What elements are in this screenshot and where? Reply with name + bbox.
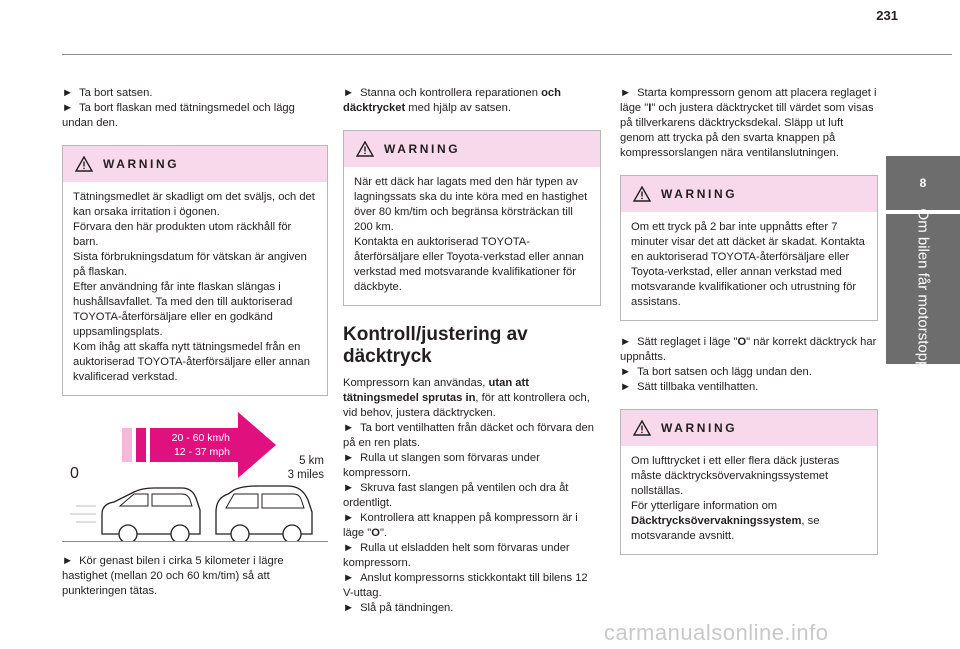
warning-header xyxy=(63,146,327,182)
step-drive: ► Kör genast bilen i cirka 5 kilometer i lägre hastighet (mellan 20 och 60 km/tim) så att punkteringen tätas. xyxy=(62,555,284,597)
warning-title: WARNING xyxy=(384,141,461,156)
warning-line: När ett däck har lagats med den här typen av lagningssats ska du inte köra med en hastighet över 80 km/tim och begränsa körsträckan till 200 km. xyxy=(354,176,588,233)
warning-body xyxy=(344,167,600,305)
bullet: ► xyxy=(343,452,355,464)
warning-triangle-icon xyxy=(75,156,93,172)
step-start-compressor: ► Starta kompressorn genom att placera reglaget i läge "I" och justera däcktrycket till värdet som visas på tillverkarens däcktrycksdekal. Släpp ut luft genom att trycka på den svarta knappen på kompressorslangen nära ventilanslutningen. xyxy=(620,87,877,159)
step-set-switch: ► Sätt reglaget i läge "O" när korrekt däcktryck har uppnåtts. xyxy=(620,336,877,363)
warning-header xyxy=(344,131,600,167)
speed-kmh: 20 - 60 km/h xyxy=(171,432,230,444)
figure-rule xyxy=(62,541,328,542)
bullet: ► xyxy=(62,555,74,567)
speed-label xyxy=(154,431,230,459)
column-3 xyxy=(620,86,878,569)
bullet: ► xyxy=(620,87,632,99)
page-number: 231 xyxy=(876,8,898,23)
warning-box-pressure xyxy=(620,175,878,321)
bullet: ► xyxy=(62,102,74,114)
bullet: ► xyxy=(620,336,632,348)
step-unroll-cable: ► Rulla ut elsladden helt som förvaras under kompressorn. xyxy=(343,542,570,569)
column-2 xyxy=(343,86,601,616)
warning-box-sealant xyxy=(62,145,328,396)
step-remove-kit: ► Ta bort satsen. xyxy=(62,87,153,99)
warning-box-speed xyxy=(343,130,601,306)
section-intro: Kompressorn kan användas, utan att tätningsmedel sprutas in, för att kontrollera och, vid behov, justera däcktrycken. xyxy=(343,377,590,419)
chapter-tab-title[interactable] xyxy=(886,208,960,370)
warning-title: WARNING xyxy=(103,156,180,171)
warning-body xyxy=(621,212,877,320)
bullet: ► xyxy=(343,87,355,99)
step-check-repair: ► Stanna och kontrollera reparationen och däcktrycket med hjälp av satsen. xyxy=(343,87,561,114)
warning-line: Tätningsmedlet är skadligt om det sväljs, och det kan orsaka irritation i ögonen. xyxy=(73,191,315,218)
step-check-button: ► Kontrollera att knappen på kompressorn är i läge "O". xyxy=(343,512,578,539)
step-store-kit: ► Ta bort satsen och lägg undan den. xyxy=(620,366,812,378)
step-ignition: ► Slå på tändningen. xyxy=(343,602,454,614)
warning-line: Sista förbrukningsdatum för vätskan är angiven på flaskan. xyxy=(73,251,307,278)
warning-body xyxy=(63,182,327,395)
bullet: ► xyxy=(620,366,632,378)
warning-title: WARNING xyxy=(661,420,738,435)
bullet: ► xyxy=(343,602,355,614)
warning-triangle-icon xyxy=(633,420,651,436)
distance-start-label: 0 xyxy=(70,465,79,482)
warning-body xyxy=(621,446,877,554)
warning-title: WARNING xyxy=(661,186,738,201)
step-remove-bottle: ► Ta bort flaskan med tätningsmedel och lägg undan den. xyxy=(62,102,295,129)
warning-triangle-icon xyxy=(356,141,374,157)
speed-mph: 12 - 37 mph xyxy=(173,446,230,458)
bullet: ► xyxy=(620,381,632,393)
distance-miles: 3 miles xyxy=(287,469,324,481)
watermark: carmanualsonline.info xyxy=(604,620,829,645)
warning-line: Efter användning får inte flaskan slängas i hushållsavfallet. Ta med den till auktoriserad TOYOTA-återförsäljare eller en godkänd uppsamlingsplats. xyxy=(73,281,293,338)
step-screw-hose: ► Skruva fast slangen på ventilen och dra åt ordentligt. xyxy=(343,482,569,509)
warning-header xyxy=(621,410,877,446)
distance-km: 5 km xyxy=(299,455,324,467)
step-connect-plug: ► Anslut kompressorns stickkontakt till bilens 12 V-uttag. xyxy=(343,572,588,599)
top-rule xyxy=(62,54,952,55)
distance-label xyxy=(274,454,324,482)
warning-line: Förvara den här produkten utom räckhåll för barn. xyxy=(73,221,292,248)
warning-line: Kontakta en auktoriserad TOYOTA-återförsäljare eller Toyota-verkstad eller annan verkstad med motsvarande kvalifikationer för däckbyte. xyxy=(354,236,584,293)
step-unroll-hose: ► Rulla ut slangen som förvaras under kompressorn. xyxy=(343,452,540,479)
bullet: ► xyxy=(62,87,74,99)
section-heading: Kontroll/justering av däcktryck xyxy=(343,324,528,367)
chapter-title-text: Om bilen får motorstopp xyxy=(914,208,932,370)
chapter-tab-number[interactable]: 8 xyxy=(886,156,960,210)
column-1 xyxy=(62,86,328,599)
step-refit-cap: ► Sätt tillbaka ventilhatten. xyxy=(620,381,759,393)
bullet: ► xyxy=(343,482,355,494)
warning-line: Om ett tryck på 2 bar inte uppnåtts efter 7 minuter visar det att däcket är skadat. Kontakta en auktoriserad TOYOTA-återförsäljare eller Toyota-verkstad, eller annan verkstad med motsvarande kvalifikationer och utrustning för assistans. xyxy=(631,221,865,308)
bullet: ► xyxy=(343,572,355,584)
warning-header xyxy=(621,176,877,212)
warning-line: Kom ihåg att skaffa nytt tätningsmedel från en auktoriserad TOYOTA-återförsäljare eller annan kvalificerad verkstad. xyxy=(73,341,310,383)
warning-line: Om lufttrycket i ett eller flera däck justeras måste däcktrycksövervakningssystemet nollställas. xyxy=(631,455,840,497)
drive-speed-figure xyxy=(62,410,328,548)
car-icon-left xyxy=(70,488,200,542)
warning-box-tpms xyxy=(620,409,878,555)
bullet: ► xyxy=(343,542,355,554)
warning-line: För ytterligare information om Däcktrycksövervakningssystem, se motsvarande avsnitt. xyxy=(631,500,820,542)
warning-triangle-icon xyxy=(633,186,651,202)
bullet: ► xyxy=(343,512,355,524)
bullet: ► xyxy=(343,422,355,434)
step-remove-cap: ► Ta bort ventilhatten från däcket och förvara den på en ren plats. xyxy=(343,422,594,449)
car-icon-right xyxy=(216,486,312,542)
